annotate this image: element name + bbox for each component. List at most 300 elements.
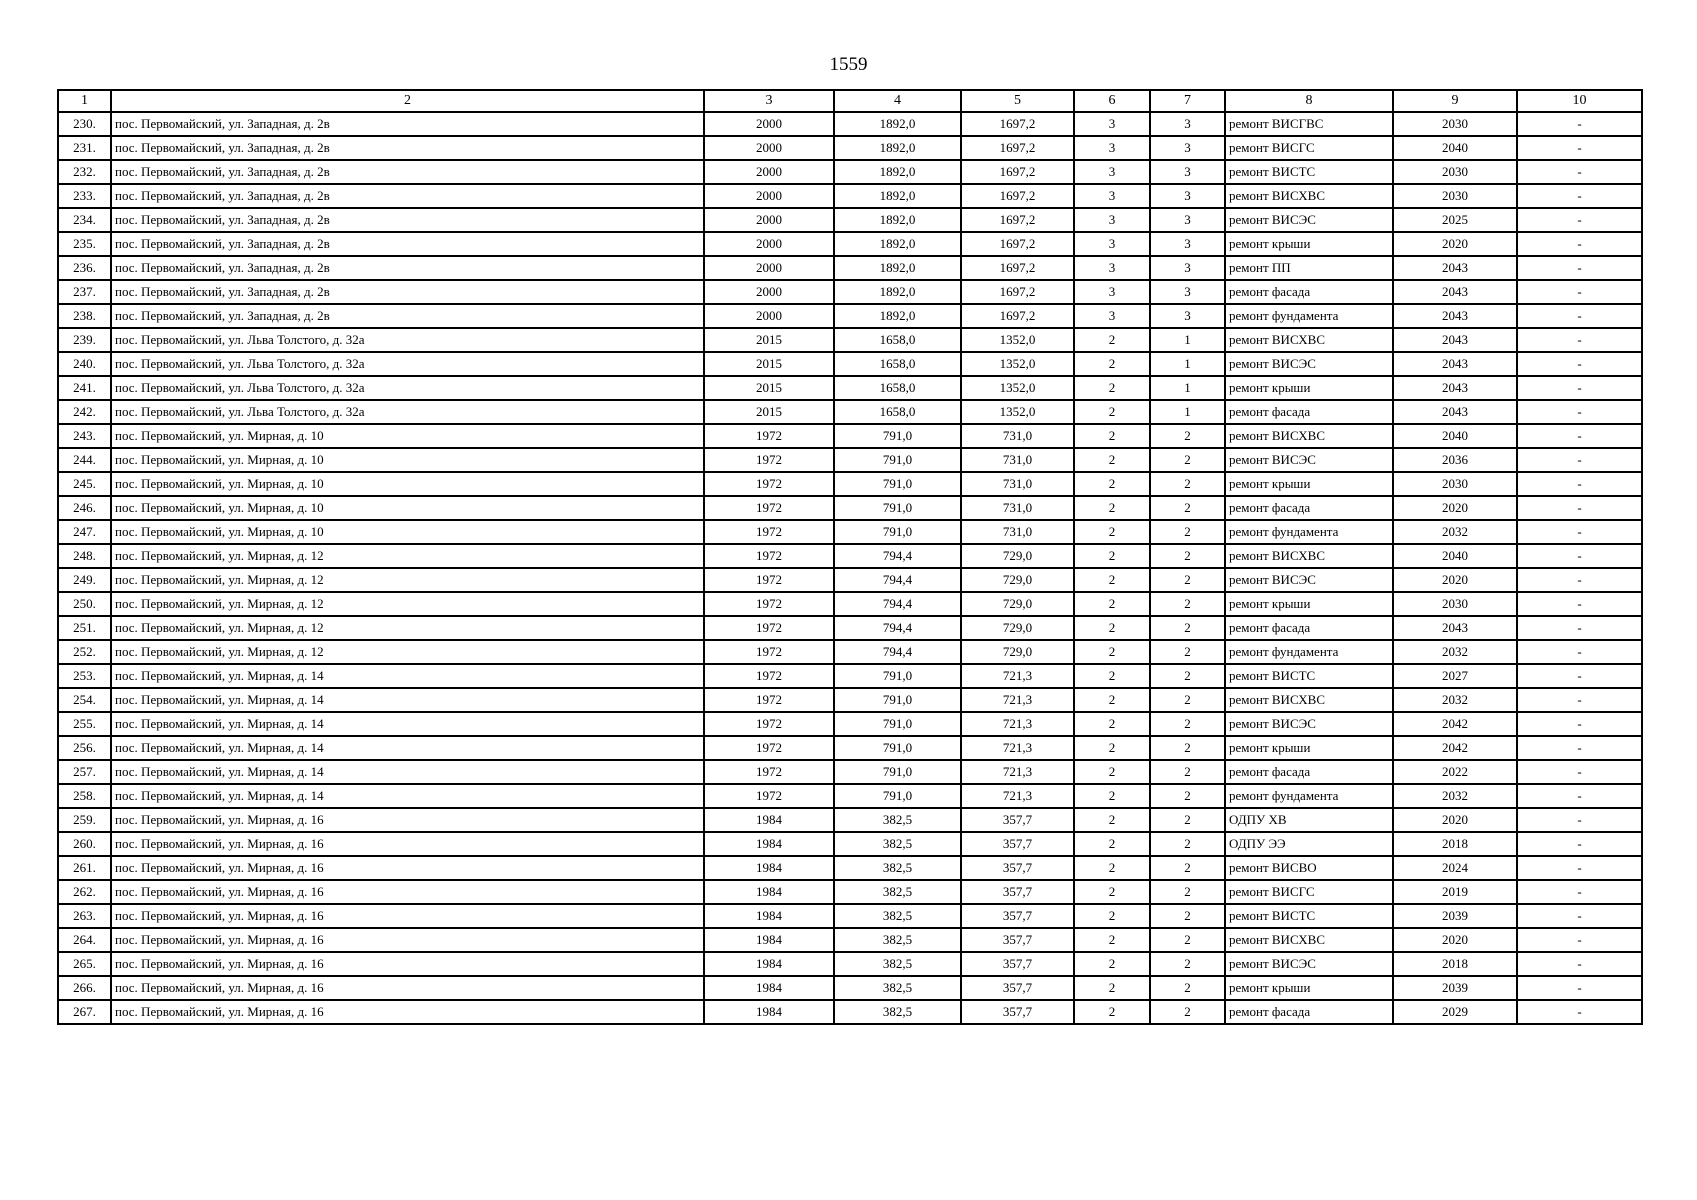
year-built-cell: 1972: [704, 736, 834, 760]
total-area-cell: 794,4: [834, 592, 961, 616]
note-cell: -: [1517, 304, 1642, 328]
work-type-cell: ремонт ВИСХВС: [1225, 424, 1393, 448]
column-header: 6: [1074, 90, 1150, 112]
note-cell: -: [1517, 184, 1642, 208]
planned-year-cell: 2024: [1393, 856, 1517, 880]
total-area-cell: 791,0: [834, 664, 961, 688]
address-cell: пос. Первомайский, ул. Мирная, д. 16: [111, 856, 704, 880]
floors-cell: 2: [1074, 952, 1150, 976]
planned-year-cell: 2020: [1393, 496, 1517, 520]
planned-year-cell: 2043: [1393, 304, 1517, 328]
row-number-cell: 234.: [58, 208, 111, 232]
total-area-cell: 791,0: [834, 712, 961, 736]
total-area-cell: 1658,0: [834, 400, 961, 424]
living-area-cell: 731,0: [961, 496, 1074, 520]
entrances-cell: 1: [1150, 328, 1225, 352]
table-row: [58, 784, 1642, 808]
table-row: [58, 616, 1642, 640]
column-header: 3: [704, 90, 834, 112]
living-area-cell: 721,3: [961, 784, 1074, 808]
work-type-cell: ремонт ВИСХВС: [1225, 328, 1393, 352]
year-built-cell: 1984: [704, 1000, 834, 1024]
table-row: [58, 352, 1642, 376]
floors-cell: 2: [1074, 448, 1150, 472]
entrances-cell: 2: [1150, 664, 1225, 688]
floors-cell: 2: [1074, 352, 1150, 376]
table-row: [58, 760, 1642, 784]
floors-cell: 3: [1074, 208, 1150, 232]
work-type-cell: ремонт фасада: [1225, 496, 1393, 520]
entrances-cell: 1: [1150, 352, 1225, 376]
header-row: [58, 90, 1642, 112]
table-row: [58, 136, 1642, 160]
planned-year-cell: 2043: [1393, 400, 1517, 424]
table-row: [58, 520, 1642, 544]
floors-cell: 2: [1074, 784, 1150, 808]
work-type-cell: ремонт ВИСТС: [1225, 664, 1393, 688]
planned-year-cell: 2029: [1393, 1000, 1517, 1024]
floors-cell: 2: [1074, 856, 1150, 880]
work-type-cell: ремонт ВИСЭС: [1225, 568, 1393, 592]
table-row: [58, 592, 1642, 616]
table-row: [58, 832, 1642, 856]
living-area-cell: 357,7: [961, 976, 1074, 1000]
year-built-cell: 1984: [704, 856, 834, 880]
total-area-cell: 794,4: [834, 544, 961, 568]
living-area-cell: 721,3: [961, 688, 1074, 712]
planned-year-cell: 2036: [1393, 448, 1517, 472]
entrances-cell: 2: [1150, 592, 1225, 616]
row-number-cell: 236.: [58, 256, 111, 280]
row-number-cell: 264.: [58, 928, 111, 952]
row-number-cell: 246.: [58, 496, 111, 520]
total-area-cell: 382,5: [834, 952, 961, 976]
total-area-cell: 1892,0: [834, 112, 961, 136]
address-cell: пос. Первомайский, ул. Льва Толстого, д. 32а: [111, 376, 704, 400]
table-row: [58, 568, 1642, 592]
row-number-cell: 252.: [58, 640, 111, 664]
floors-cell: 2: [1074, 904, 1150, 928]
year-built-cell: 1984: [704, 904, 834, 928]
planned-year-cell: 2030: [1393, 160, 1517, 184]
address-cell: пос. Первомайский, ул. Западная, д. 2в: [111, 160, 704, 184]
year-built-cell: 1972: [704, 784, 834, 808]
living-area-cell: 729,0: [961, 616, 1074, 640]
total-area-cell: 791,0: [834, 424, 961, 448]
table-row: [58, 472, 1642, 496]
living-area-cell: 357,7: [961, 880, 1074, 904]
entrances-cell: 2: [1150, 904, 1225, 928]
row-number-cell: 260.: [58, 832, 111, 856]
year-built-cell: 2000: [704, 256, 834, 280]
table-row: [58, 928, 1642, 952]
work-type-cell: ремонт ВИСЭС: [1225, 448, 1393, 472]
note-cell: -: [1517, 736, 1642, 760]
table-row: [58, 808, 1642, 832]
year-built-cell: 2000: [704, 112, 834, 136]
entrances-cell: 2: [1150, 856, 1225, 880]
floors-cell: 2: [1074, 688, 1150, 712]
total-area-cell: 791,0: [834, 520, 961, 544]
column-header: 5: [961, 90, 1074, 112]
address-cell: пос. Первомайский, ул. Льва Толстого, д. 32а: [111, 328, 704, 352]
address-cell: пос. Первомайский, ул. Западная, д. 2в: [111, 280, 704, 304]
row-number-cell: 258.: [58, 784, 111, 808]
row-number-cell: 257.: [58, 760, 111, 784]
note-cell: -: [1517, 616, 1642, 640]
total-area-cell: 382,5: [834, 832, 961, 856]
living-area-cell: 721,3: [961, 760, 1074, 784]
note-cell: -: [1517, 400, 1642, 424]
living-area-cell: 729,0: [961, 592, 1074, 616]
address-cell: пос. Первомайский, ул. Мирная, д. 12: [111, 568, 704, 592]
note-cell: -: [1517, 520, 1642, 544]
address-cell: пос. Первомайский, ул. Мирная, д. 10: [111, 520, 704, 544]
living-area-cell: 731,0: [961, 520, 1074, 544]
work-type-cell: ремонт крыши: [1225, 976, 1393, 1000]
entrances-cell: 3: [1150, 208, 1225, 232]
row-number-cell: 247.: [58, 520, 111, 544]
living-area-cell: 1697,2: [961, 304, 1074, 328]
floors-cell: 2: [1074, 616, 1150, 640]
floors-cell: 2: [1074, 496, 1150, 520]
address-cell: пос. Первомайский, ул. Мирная, д. 14: [111, 784, 704, 808]
row-number-cell: 267.: [58, 1000, 111, 1024]
planned-year-cell: 2043: [1393, 616, 1517, 640]
year-built-cell: 1984: [704, 976, 834, 1000]
entrances-cell: 2: [1150, 616, 1225, 640]
entrances-cell: 1: [1150, 400, 1225, 424]
row-number-cell: 263.: [58, 904, 111, 928]
floors-cell: 2: [1074, 472, 1150, 496]
repair-schedule-table: [57, 89, 1643, 1025]
work-type-cell: ремонт ВИСГВС: [1225, 112, 1393, 136]
work-type-cell: ремонт фасада: [1225, 1000, 1393, 1024]
total-area-cell: 1892,0: [834, 208, 961, 232]
living-area-cell: 731,0: [961, 424, 1074, 448]
planned-year-cell: 2020: [1393, 808, 1517, 832]
living-area-cell: 357,7: [961, 1000, 1074, 1024]
note-cell: -: [1517, 568, 1642, 592]
address-cell: пос. Первомайский, ул. Льва Толстого, д. 32а: [111, 400, 704, 424]
year-built-cell: 2000: [704, 280, 834, 304]
planned-year-cell: 2019: [1393, 880, 1517, 904]
total-area-cell: 382,5: [834, 1000, 961, 1024]
year-built-cell: 2015: [704, 400, 834, 424]
entrances-cell: 2: [1150, 520, 1225, 544]
row-number-cell: 241.: [58, 376, 111, 400]
note-cell: -: [1517, 784, 1642, 808]
year-built-cell: 2015: [704, 352, 834, 376]
total-area-cell: 1892,0: [834, 280, 961, 304]
address-cell: пос. Первомайский, ул. Мирная, д. 16: [111, 880, 704, 904]
work-type-cell: ремонт фундамента: [1225, 784, 1393, 808]
floors-cell: 3: [1074, 160, 1150, 184]
planned-year-cell: 2039: [1393, 976, 1517, 1000]
work-type-cell: ремонт ВИСГС: [1225, 136, 1393, 160]
address-cell: пос. Первомайский, ул. Западная, д. 2в: [111, 136, 704, 160]
address-cell: пос. Первомайский, ул. Западная, д. 2в: [111, 232, 704, 256]
row-number-cell: 239.: [58, 328, 111, 352]
living-area-cell: 1697,2: [961, 208, 1074, 232]
floors-cell: 3: [1074, 136, 1150, 160]
column-header: 10: [1517, 90, 1642, 112]
table-row: [58, 880, 1642, 904]
note-cell: -: [1517, 856, 1642, 880]
row-number-cell: 256.: [58, 736, 111, 760]
note-cell: -: [1517, 688, 1642, 712]
entrances-cell: 3: [1150, 184, 1225, 208]
living-area-cell: 1697,2: [961, 280, 1074, 304]
total-area-cell: 1892,0: [834, 304, 961, 328]
address-cell: пос. Первомайский, ул. Мирная, д. 10: [111, 496, 704, 520]
address-cell: пос. Первомайский, ул. Мирная, д. 14: [111, 736, 704, 760]
year-built-cell: 2015: [704, 376, 834, 400]
year-built-cell: 1972: [704, 688, 834, 712]
row-number-cell: 230.: [58, 112, 111, 136]
floors-cell: 2: [1074, 928, 1150, 952]
address-cell: пос. Первомайский, ул. Мирная, д. 16: [111, 904, 704, 928]
table-row: [58, 304, 1642, 328]
entrances-cell: 2: [1150, 880, 1225, 904]
entrances-cell: 3: [1150, 136, 1225, 160]
row-number-cell: 262.: [58, 880, 111, 904]
address-cell: пос. Первомайский, ул. Мирная, д. 12: [111, 640, 704, 664]
total-area-cell: 791,0: [834, 760, 961, 784]
address-cell: пос. Первомайский, ул. Западная, д. 2в: [111, 304, 704, 328]
work-type-cell: ремонт фасада: [1225, 280, 1393, 304]
planned-year-cell: 2043: [1393, 256, 1517, 280]
row-number-cell: 261.: [58, 856, 111, 880]
work-type-cell: ОДПУ ХВ: [1225, 808, 1393, 832]
living-area-cell: 1352,0: [961, 376, 1074, 400]
year-built-cell: 2000: [704, 232, 834, 256]
note-cell: -: [1517, 712, 1642, 736]
living-area-cell: 731,0: [961, 472, 1074, 496]
work-type-cell: ремонт ВИСТС: [1225, 160, 1393, 184]
table-row: [58, 1000, 1642, 1024]
floors-cell: 2: [1074, 736, 1150, 760]
column-header: 8: [1225, 90, 1393, 112]
year-built-cell: 1972: [704, 568, 834, 592]
planned-year-cell: 2032: [1393, 688, 1517, 712]
entrances-cell: 2: [1150, 544, 1225, 568]
planned-year-cell: 2032: [1393, 520, 1517, 544]
year-built-cell: 1984: [704, 832, 834, 856]
living-area-cell: 729,0: [961, 544, 1074, 568]
entrances-cell: 2: [1150, 448, 1225, 472]
row-number-cell: 255.: [58, 712, 111, 736]
living-area-cell: 721,3: [961, 712, 1074, 736]
work-type-cell: ремонт фасада: [1225, 400, 1393, 424]
note-cell: -: [1517, 592, 1642, 616]
entrances-cell: 2: [1150, 1000, 1225, 1024]
work-type-cell: ремонт ВИСЭС: [1225, 352, 1393, 376]
living-area-cell: 721,3: [961, 664, 1074, 688]
row-number-cell: 250.: [58, 592, 111, 616]
year-built-cell: 1972: [704, 640, 834, 664]
year-built-cell: 1972: [704, 448, 834, 472]
row-number-cell: 232.: [58, 160, 111, 184]
entrances-cell: 3: [1150, 160, 1225, 184]
work-type-cell: ремонт ПП: [1225, 256, 1393, 280]
total-area-cell: 1658,0: [834, 328, 961, 352]
floors-cell: 2: [1074, 376, 1150, 400]
note-cell: -: [1517, 160, 1642, 184]
table-row: [58, 256, 1642, 280]
row-number-cell: 254.: [58, 688, 111, 712]
note-cell: -: [1517, 112, 1642, 136]
living-area-cell: 1352,0: [961, 400, 1074, 424]
row-number-cell: 266.: [58, 976, 111, 1000]
note-cell: -: [1517, 640, 1642, 664]
living-area-cell: 357,7: [961, 904, 1074, 928]
work-type-cell: ремонт ВИСХВС: [1225, 928, 1393, 952]
table-row: [58, 856, 1642, 880]
floors-cell: 3: [1074, 256, 1150, 280]
planned-year-cell: 2039: [1393, 904, 1517, 928]
year-built-cell: 2000: [704, 184, 834, 208]
living-area-cell: 721,3: [961, 736, 1074, 760]
row-number-cell: 249.: [58, 568, 111, 592]
floors-cell: 2: [1074, 808, 1150, 832]
column-header: 2: [111, 90, 704, 112]
work-type-cell: ремонт ВИСГС: [1225, 880, 1393, 904]
floors-cell: 2: [1074, 880, 1150, 904]
row-number-cell: 242.: [58, 400, 111, 424]
total-area-cell: 794,4: [834, 640, 961, 664]
floors-cell: 2: [1074, 976, 1150, 1000]
table-row: [58, 160, 1642, 184]
address-cell: пос. Первомайский, ул. Мирная, д. 14: [111, 712, 704, 736]
floors-cell: 2: [1074, 664, 1150, 688]
work-type-cell: ремонт ВИСВО: [1225, 856, 1393, 880]
table-row: [58, 976, 1642, 1000]
row-number-cell: 240.: [58, 352, 111, 376]
total-area-cell: 791,0: [834, 688, 961, 712]
entrances-cell: 2: [1150, 640, 1225, 664]
living-area-cell: 1697,2: [961, 184, 1074, 208]
row-number-cell: 238.: [58, 304, 111, 328]
row-number-cell: 233.: [58, 184, 111, 208]
living-area-cell: 1352,0: [961, 352, 1074, 376]
page-number: 1559: [829, 54, 868, 75]
planned-year-cell: 2043: [1393, 352, 1517, 376]
table-row: [58, 328, 1642, 352]
total-area-cell: 382,5: [834, 904, 961, 928]
work-type-cell: ремонт ВИСЭС: [1225, 952, 1393, 976]
planned-year-cell: 2043: [1393, 328, 1517, 352]
table-row: [58, 232, 1642, 256]
planned-year-cell: 2040: [1393, 136, 1517, 160]
year-built-cell: 1972: [704, 472, 834, 496]
year-built-cell: 1972: [704, 616, 834, 640]
planned-year-cell: 2032: [1393, 784, 1517, 808]
row-number-cell: 245.: [58, 472, 111, 496]
living-area-cell: 1697,2: [961, 160, 1074, 184]
column-header: 4: [834, 90, 961, 112]
total-area-cell: 1892,0: [834, 256, 961, 280]
floors-cell: 2: [1074, 400, 1150, 424]
entrances-cell: 2: [1150, 832, 1225, 856]
planned-year-cell: 2022: [1393, 760, 1517, 784]
floors-cell: 3: [1074, 184, 1150, 208]
planned-year-cell: 2032: [1393, 640, 1517, 664]
table-row: [58, 424, 1642, 448]
total-area-cell: 1658,0: [834, 352, 961, 376]
planned-year-cell: 2030: [1393, 472, 1517, 496]
total-area-cell: 382,5: [834, 808, 961, 832]
planned-year-cell: 2020: [1393, 928, 1517, 952]
note-cell: -: [1517, 952, 1642, 976]
work-type-cell: ремонт ВИСХВС: [1225, 544, 1393, 568]
floors-cell: 2: [1074, 712, 1150, 736]
table-row: [58, 712, 1642, 736]
address-cell: пос. Первомайский, ул. Западная, д. 2в: [111, 184, 704, 208]
floors-cell: 3: [1074, 304, 1150, 328]
planned-year-cell: 2043: [1393, 376, 1517, 400]
entrances-cell: 3: [1150, 304, 1225, 328]
entrances-cell: 2: [1150, 472, 1225, 496]
table-row: [58, 904, 1642, 928]
note-cell: -: [1517, 328, 1642, 352]
row-number-cell: 265.: [58, 952, 111, 976]
entrances-cell: 2: [1150, 424, 1225, 448]
planned-year-cell: 2040: [1393, 424, 1517, 448]
work-type-cell: ремонт крыши: [1225, 592, 1393, 616]
floors-cell: 3: [1074, 112, 1150, 136]
table-row: [58, 496, 1642, 520]
planned-year-cell: 2020: [1393, 568, 1517, 592]
year-built-cell: 1972: [704, 712, 834, 736]
column-header: 9: [1393, 90, 1517, 112]
floors-cell: 2: [1074, 328, 1150, 352]
work-type-cell: ремонт крыши: [1225, 472, 1393, 496]
work-type-cell: ремонт фундамента: [1225, 304, 1393, 328]
work-type-cell: ремонт фасада: [1225, 616, 1393, 640]
floors-cell: 2: [1074, 1000, 1150, 1024]
note-cell: -: [1517, 760, 1642, 784]
work-type-cell: ремонт фасада: [1225, 760, 1393, 784]
table-row: [58, 664, 1642, 688]
year-built-cell: 1972: [704, 592, 834, 616]
table-body: [58, 112, 1642, 1024]
year-built-cell: 1984: [704, 880, 834, 904]
total-area-cell: 1892,0: [834, 160, 961, 184]
planned-year-cell: 2043: [1393, 280, 1517, 304]
table-row: [58, 184, 1642, 208]
note-cell: -: [1517, 880, 1642, 904]
floors-cell: 2: [1074, 544, 1150, 568]
total-area-cell: 791,0: [834, 472, 961, 496]
table-row: [58, 400, 1642, 424]
entrances-cell: 1: [1150, 376, 1225, 400]
year-built-cell: 2000: [704, 208, 834, 232]
table-row: [58, 448, 1642, 472]
note-cell: -: [1517, 904, 1642, 928]
note-cell: -: [1517, 1000, 1642, 1024]
row-number-cell: 243.: [58, 424, 111, 448]
work-type-cell: ремонт ВИСТС: [1225, 904, 1393, 928]
address-cell: пос. Первомайский, ул. Мирная, д. 16: [111, 952, 704, 976]
planned-year-cell: 2020: [1393, 232, 1517, 256]
address-cell: пос. Первомайский, ул. Мирная, д. 14: [111, 688, 704, 712]
living-area-cell: 729,0: [961, 568, 1074, 592]
row-number-cell: 259.: [58, 808, 111, 832]
planned-year-cell: 2042: [1393, 712, 1517, 736]
address-cell: пос. Первомайский, ул. Западная, д. 2в: [111, 208, 704, 232]
note-cell: -: [1517, 976, 1642, 1000]
